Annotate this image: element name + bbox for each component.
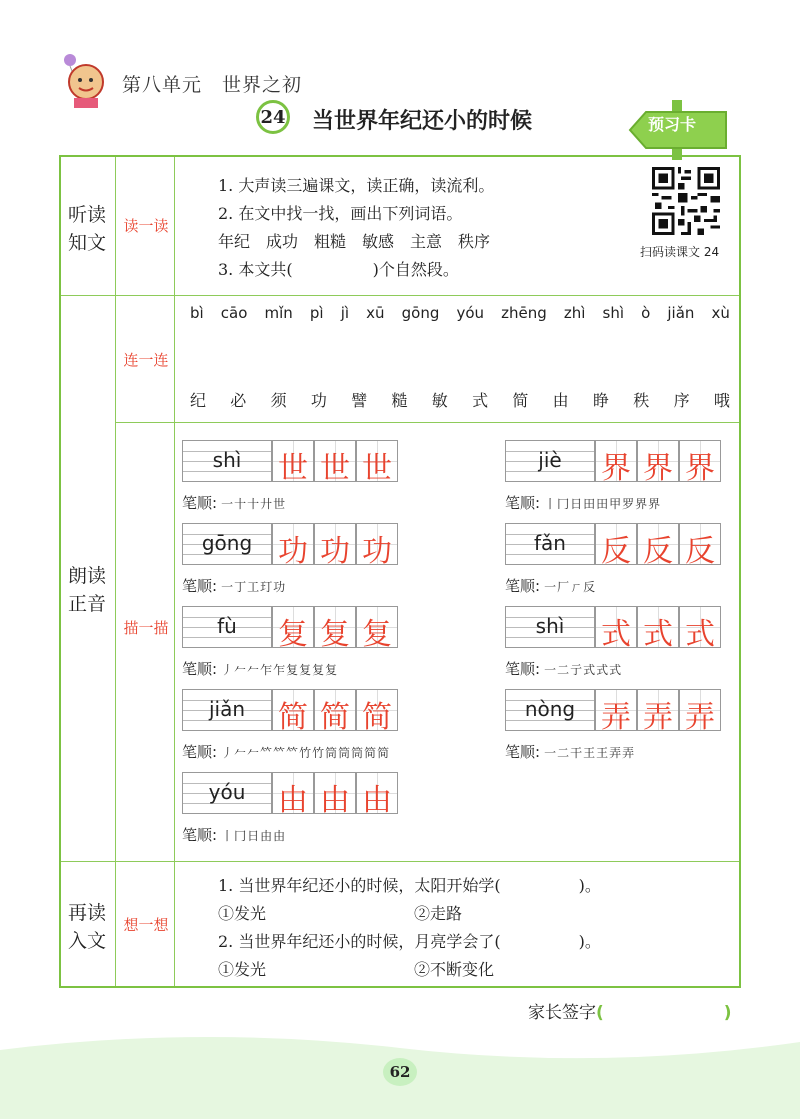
- char-box[interactable]: 由: [314, 772, 356, 814]
- section-listen-read: 听读 知文: [67, 204, 106, 254]
- pinyin-item[interactable]: zhì: [563, 304, 586, 322]
- subsection-link: 连一连: [123, 351, 169, 369]
- pinyin-box: jiè: [505, 440, 595, 482]
- char-box[interactable]: 界: [679, 440, 721, 482]
- char-box[interactable]: 反: [637, 523, 679, 565]
- char-item[interactable]: 序: [673, 391, 690, 410]
- char-box[interactable]: 由: [356, 772, 398, 814]
- char-item[interactable]: 秩: [633, 391, 650, 410]
- pinyin-item[interactable]: cāo: [220, 304, 248, 322]
- char-box[interactable]: 复: [314, 606, 356, 648]
- char-box[interactable]: 式: [637, 606, 679, 648]
- char-item[interactable]: 简: [512, 391, 529, 410]
- option-1a[interactable]: ①发光: [218, 904, 267, 923]
- char-box[interactable]: 反: [679, 523, 721, 565]
- char-box[interactable]: 简: [272, 689, 314, 731]
- read-line-2: 2. 在文中找一找，画出下列词语。: [218, 204, 463, 223]
- char-box[interactable]: 功: [272, 523, 314, 565]
- char-item[interactable]: 糙: [391, 391, 408, 410]
- subsection-think: 想一想: [123, 916, 169, 934]
- char-box[interactable]: 界: [595, 440, 637, 482]
- char-box[interactable]: 复: [272, 606, 314, 648]
- lesson-title: 当世界年纪还小的时候: [312, 108, 533, 134]
- char-box[interactable]: 式: [679, 606, 721, 648]
- char-box[interactable]: 弄: [679, 689, 721, 731]
- qr-caption: 扫码读课文 24: [640, 245, 720, 259]
- pinyin-item[interactable]: yóu: [456, 304, 485, 322]
- read-line-1: 1. 大声读三遍课文，读正确，读流利。: [218, 176, 495, 195]
- question-2: 2. 当世界年纪还小的时候，月亮学会了( )。: [218, 932, 601, 951]
- read-line-3: 3. 本文共( )个自然段。: [218, 260, 459, 279]
- stroke-order: 笔顺: 一丁工玎功: [182, 577, 287, 595]
- pinyin-box: gōng: [182, 523, 272, 565]
- char-item[interactable]: 由: [552, 391, 569, 410]
- char-item[interactable]: 必: [230, 391, 247, 410]
- pinyin-item[interactable]: bì: [190, 304, 204, 322]
- pinyin-item[interactable]: shì: [602, 304, 624, 322]
- char-box[interactable]: 界: [637, 440, 679, 482]
- char-box[interactable]: 弄: [595, 689, 637, 731]
- char-box[interactable]: 弄: [637, 689, 679, 731]
- pinyin-item[interactable]: zhēng: [501, 304, 547, 322]
- char-box[interactable]: 世: [272, 440, 314, 482]
- pinyin-item[interactable]: jì: [340, 304, 350, 322]
- pinyin-item[interactable]: mǐn: [264, 304, 293, 322]
- pinyin-list: [190, 304, 730, 322]
- parent-signature: 家长签字( ): [528, 1003, 732, 1023]
- unit-title: 第八单元 世界之初: [122, 74, 303, 96]
- char-box[interactable]: 功: [314, 523, 356, 565]
- stroke-order: 笔顺: 一十十廾世: [182, 494, 287, 512]
- pinyin-item[interactable]: xù: [711, 304, 730, 322]
- char-box[interactable]: 反: [595, 523, 637, 565]
- preview-tag: 预习卡: [648, 115, 697, 134]
- char-box[interactable]: 简: [356, 689, 398, 731]
- stroke-order: 笔顺: 丨冂日田田甲罗界界: [505, 494, 662, 512]
- char-item[interactable]: 式: [472, 391, 489, 410]
- pinyin-item[interactable]: pì: [309, 304, 324, 322]
- pinyin-item[interactable]: ò: [641, 304, 651, 322]
- pinyin-box: jiǎn: [182, 689, 272, 731]
- option-2a[interactable]: ①发光: [218, 960, 267, 979]
- char-box[interactable]: 式: [595, 606, 637, 648]
- char-box[interactable]: 世: [314, 440, 356, 482]
- char-item[interactable]: 纪: [190, 391, 207, 410]
- char-box[interactable]: 简: [314, 689, 356, 731]
- section-read-aloud: 朗读 正音: [67, 565, 106, 615]
- stroke-order: 笔顺: 一二干王王弄弄: [505, 743, 636, 761]
- pinyin-item[interactable]: jiǎn: [667, 304, 695, 322]
- char-item[interactable]: 哦: [713, 391, 730, 410]
- option-1b[interactable]: ②走路: [414, 904, 463, 923]
- pinyin-box: fǎn: [505, 523, 595, 565]
- char-box[interactable]: 复: [356, 606, 398, 648]
- option-2b[interactable]: ②不断变化: [414, 960, 495, 979]
- pinyin-box: fù: [182, 606, 272, 648]
- pinyin-box: nòng: [505, 689, 595, 731]
- pinyin-item[interactable]: gōng: [401, 304, 440, 322]
- char-item[interactable]: 睁: [592, 391, 609, 410]
- subsection-read: 读一读: [123, 217, 169, 235]
- char-item[interactable]: 功: [310, 391, 327, 410]
- char-item[interactable]: 敏: [431, 391, 448, 410]
- read-words: 年纪 成功 粗糙 敏感 主意 秩序: [218, 232, 491, 251]
- pinyin-item[interactable]: xū: [366, 304, 385, 322]
- stroke-order: 笔顺: 丿𠂉𠂉乍乍复复复复: [182, 660, 339, 678]
- char-item[interactable]: 须: [270, 391, 287, 410]
- char-box[interactable]: 世: [356, 440, 398, 482]
- char-box[interactable]: 由: [272, 772, 314, 814]
- stroke-order: 笔顺: 一二亍式式式: [505, 660, 623, 678]
- pinyin-box: yóu: [182, 772, 272, 814]
- subsection-trace: 描一描: [123, 619, 169, 637]
- pinyin-box: shì: [505, 606, 595, 648]
- pinyin-box: shì: [182, 440, 272, 482]
- page-number: 62: [383, 1058, 417, 1086]
- stroke-order: 笔顺: 丨冂日由由: [182, 826, 287, 844]
- qr-code-icon[interactable]: [652, 167, 720, 235]
- stroke-order: 笔顺: 丿𠂉𠂉𥫗𥫗𥫗竹竹筒筒筒简简: [182, 743, 391, 761]
- question-1: 1. 当世界年纪还小的时候，太阳开始学( )。: [218, 876, 601, 895]
- char-box[interactable]: 功: [356, 523, 398, 565]
- section-reread: 再读 入文: [67, 902, 106, 952]
- stroke-order: 笔顺: 一厂ㄏ反: [505, 577, 597, 595]
- lesson-number: 24: [256, 100, 290, 134]
- character-list: [190, 388, 730, 411]
- char-item[interactable]: 譬: [351, 391, 368, 410]
- mascot-icon: [56, 52, 106, 108]
